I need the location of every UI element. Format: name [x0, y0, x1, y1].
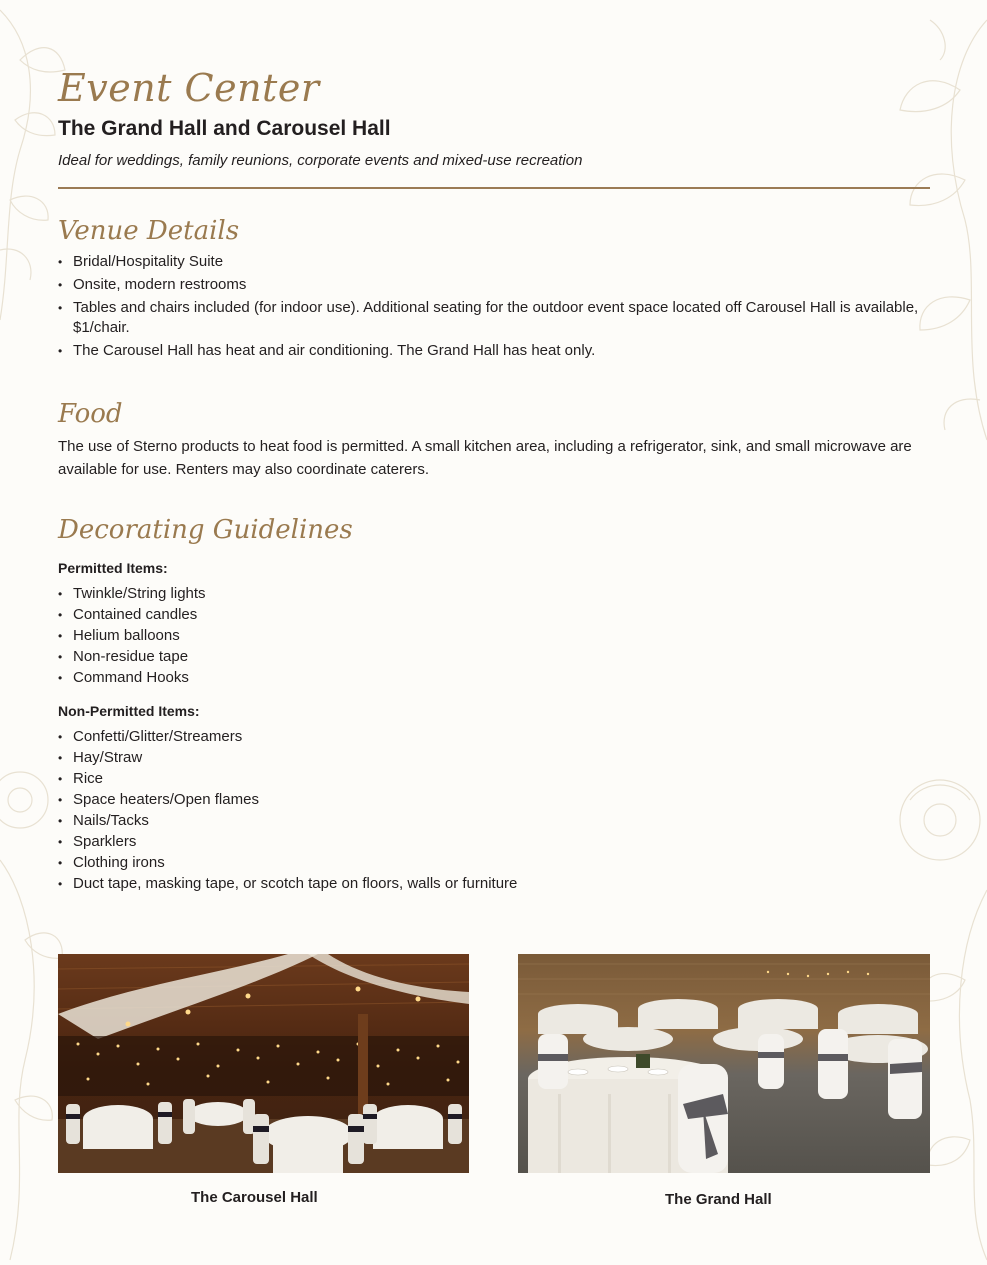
list-item: • Duct tape, masking tape, or scotch tape on floors, walls or furniture	[58, 874, 930, 894]
list-item: • The Carousel Hall has heat and air conditioning. The Grand Hall has heat only.	[58, 341, 930, 361]
carousel-hall-photo	[58, 954, 469, 1173]
list-item: • Twinkle/String lights	[58, 584, 930, 604]
list-item: • Nails/Tacks	[58, 811, 930, 831]
grand-hall-photo	[518, 954, 930, 1173]
food-heading: Food	[58, 399, 123, 429]
list-item: • Sparklers	[58, 832, 930, 852]
grand-hall-caption: The Grand Hall	[665, 1191, 772, 1208]
page-title: The Grand Hall and Carousel Hall	[58, 117, 391, 140]
list-item: • Command Hooks	[58, 668, 930, 688]
list-item: • Confetti/Glitter/Streamers	[58, 727, 930, 747]
list-item: • Clothing irons	[58, 853, 930, 873]
decorating-guidelines-heading: Decorating Guidelines	[58, 515, 353, 545]
venue-details-heading: Venue Details	[58, 216, 240, 246]
venue-details-list	[58, 252, 930, 364]
food-paragraph: The use of Sterno products to heat food is permitted. A small kitchen area, including a refrigerator, sink, and small microwave are available for use. Renters may also coordinate caterers.	[58, 438, 912, 478]
page-script-title: Event Center	[58, 66, 320, 110]
list-item: • Helium balloons	[58, 626, 930, 646]
list-item: • Hay/Straw	[58, 748, 930, 768]
list-item: • Onsite, modern restrooms	[58, 275, 930, 295]
list-item: • Tables and chairs included (for indoor use). Additional seating for the outdoor event space located off Carousel Hall is available, $1/chair.	[58, 298, 930, 338]
list-item: • Rice	[58, 769, 930, 789]
list-item: • Contained candles	[58, 605, 930, 625]
permitted-items-label: Permitted Items:	[58, 560, 168, 576]
carousel-hall-caption: The Carousel Hall	[191, 1189, 318, 1206]
header-divider	[58, 187, 930, 189]
list-item: • Non-residue tape	[58, 647, 930, 667]
page-tagline: Ideal for weddings, family reunions, corporate events and mixed-use recreation	[58, 152, 583, 169]
permitted-items-list	[58, 584, 930, 689]
list-item: • Bridal/Hospitality Suite	[58, 252, 930, 272]
list-item: • Space heaters/Open flames	[58, 790, 930, 810]
non-permitted-items-label: Non-Permitted Items:	[58, 703, 200, 719]
non-permitted-items-list	[58, 727, 930, 895]
